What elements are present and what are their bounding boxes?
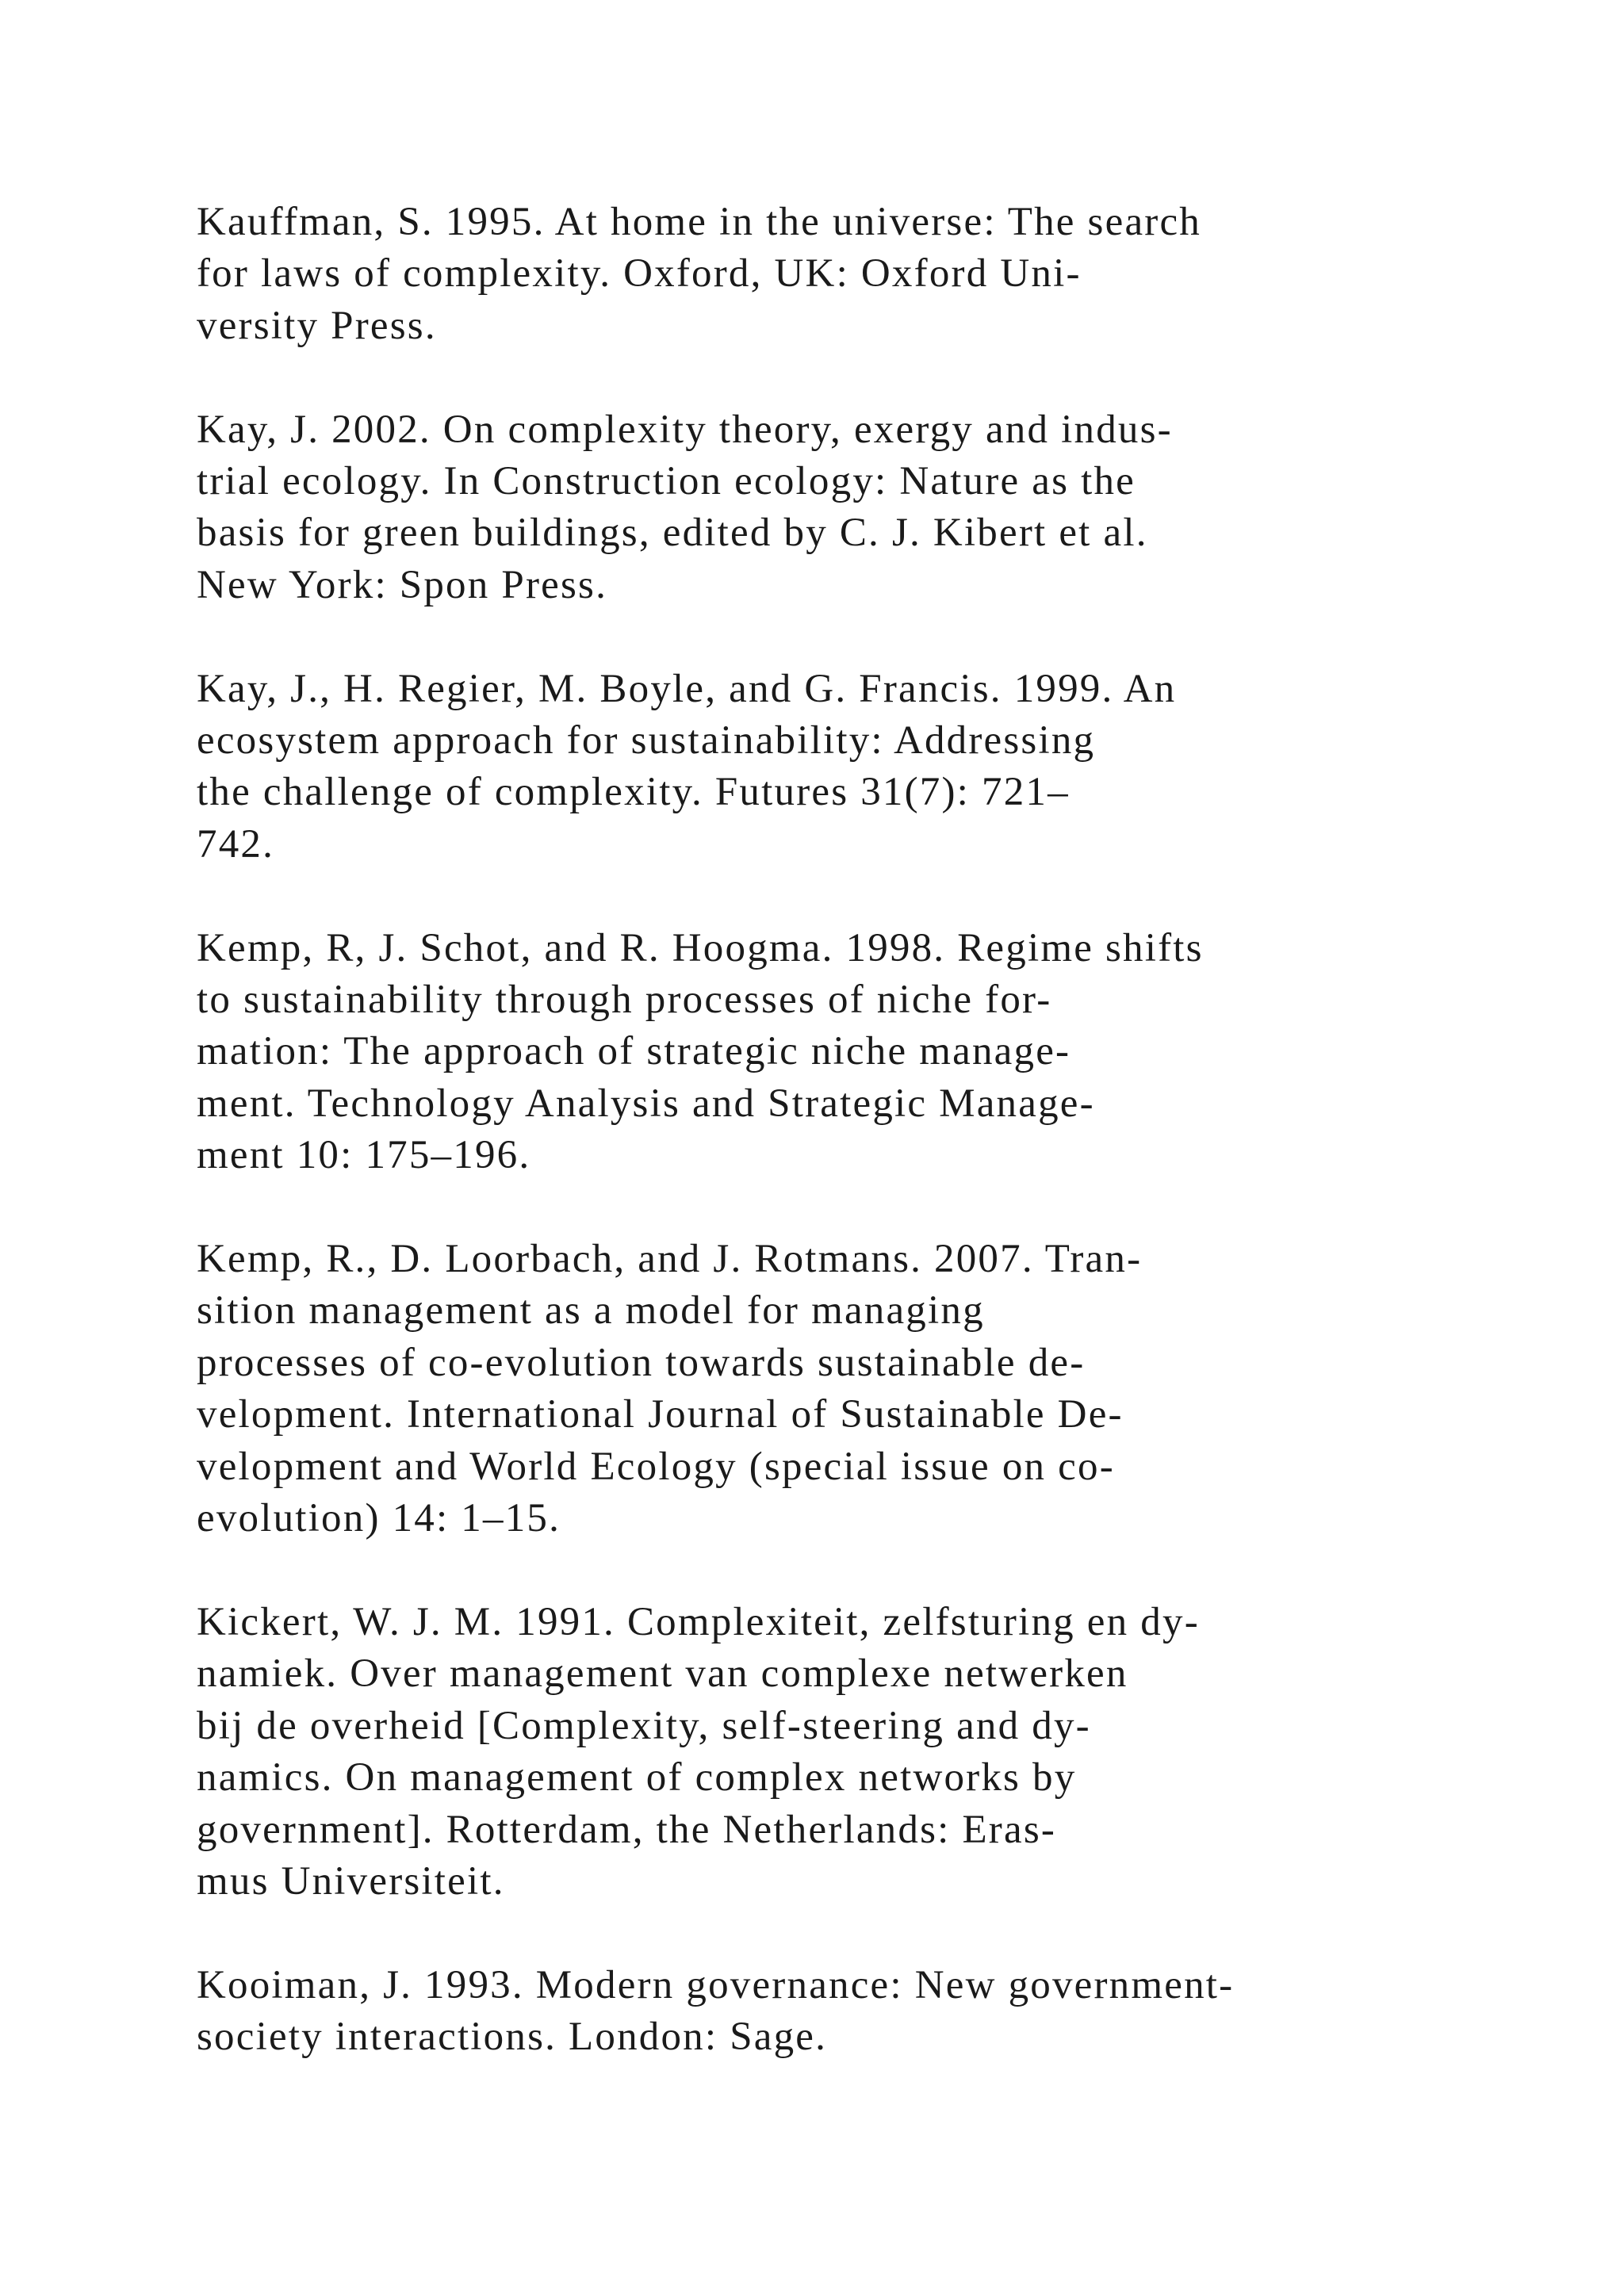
reference-line: trial ecology. In Construction ecology: Nature as the <box>197 459 1136 504</box>
reference-line: ment. Technology Analysis and Strategic Manage- <box>197 1081 1095 1126</box>
reference-entry-kemp-2007 <box>197 1234 1434 1544</box>
reference-line: Kay, J. 2002. On complexity theory, exergy and indus- <box>197 407 1173 452</box>
reference-line: Kickert, W. J. M. 1991. Complexiteit, zelfsturing en dy- <box>197 1599 1200 1644</box>
reference-line: 742. <box>197 821 275 867</box>
reference-line: namiek. Over management van complexe netwerken <box>197 1651 1128 1697</box>
reference-line: government]. Rotterdam, the Netherlands: Eras- <box>197 1807 1057 1852</box>
reference-line: mation: The approach of strategic niche manage- <box>197 1029 1071 1074</box>
reference-entry-kickert-1991 <box>197 1597 1434 1908</box>
reference-line: New York: Spon Press. <box>197 562 608 607</box>
reference-line: velopment. International Journal of Sustainable De- <box>197 1392 1124 1437</box>
reference-line: sition management as a model for managing <box>197 1288 985 1334</box>
reference-line: Kooiman, J. 1993. Modern governance: New government- <box>197 1962 1235 2007</box>
reference-entry-kemp-1998 <box>197 923 1434 1182</box>
reference-line: the challenge of complexity. Futures 31(7): 721– <box>197 770 1070 815</box>
reference-entry-kauffman-1995 <box>197 197 1434 352</box>
reference-line: evolution) 14: 1–15. <box>197 1496 561 1541</box>
reference-entry-kooiman-1993 <box>197 1960 1434 2064</box>
reference-line: Kemp, R, J. Schot, and R. Hoogma. 1998. Regime shifts <box>197 925 1204 970</box>
reference-line: namics. On management of complex networks by <box>197 1755 1077 1800</box>
reference-line: velopment and World Ecology (special issue on co- <box>197 1444 1115 1489</box>
reference-line: ecosystem approach for sustainability: Addressing <box>197 718 1096 763</box>
reference-line: Kay, J., H. Regier, M. Boyle, and G. Francis. 1999. An <box>197 666 1177 711</box>
reference-line: basis for green buildings, edited by C. J. Kibert et al. <box>197 511 1148 556</box>
reference-line: processes of co-evolution towards sustainable de- <box>197 1340 1086 1385</box>
reference-entry-kay-1999 <box>197 664 1434 871</box>
reference-list <box>197 197 1434 2115</box>
reference-line: to sustainability through processes of niche for- <box>197 978 1052 1023</box>
reference-line: society interactions. London: Sage. <box>197 2015 828 2060</box>
reference-line: mus Universiteit. <box>197 1858 505 1904</box>
reference-line: for laws of complexity. Oxford, UK: Oxford Uni- <box>197 251 1082 297</box>
reference-line: Kauffman, S. 1995. At home in the universe: The search <box>197 200 1201 244</box>
reference-line: versity Press. <box>197 303 437 348</box>
reference-line: ment 10: 175–196. <box>197 1133 531 1178</box>
reference-line: bij de overheid [Complexity, self-steering and dy- <box>197 1703 1091 1748</box>
reference-entry-kay-2002 <box>197 404 1434 612</box>
reference-line: Kemp, R., D. Loorbach, and J. Rotmans. 2007. Tran- <box>197 1237 1143 1282</box>
